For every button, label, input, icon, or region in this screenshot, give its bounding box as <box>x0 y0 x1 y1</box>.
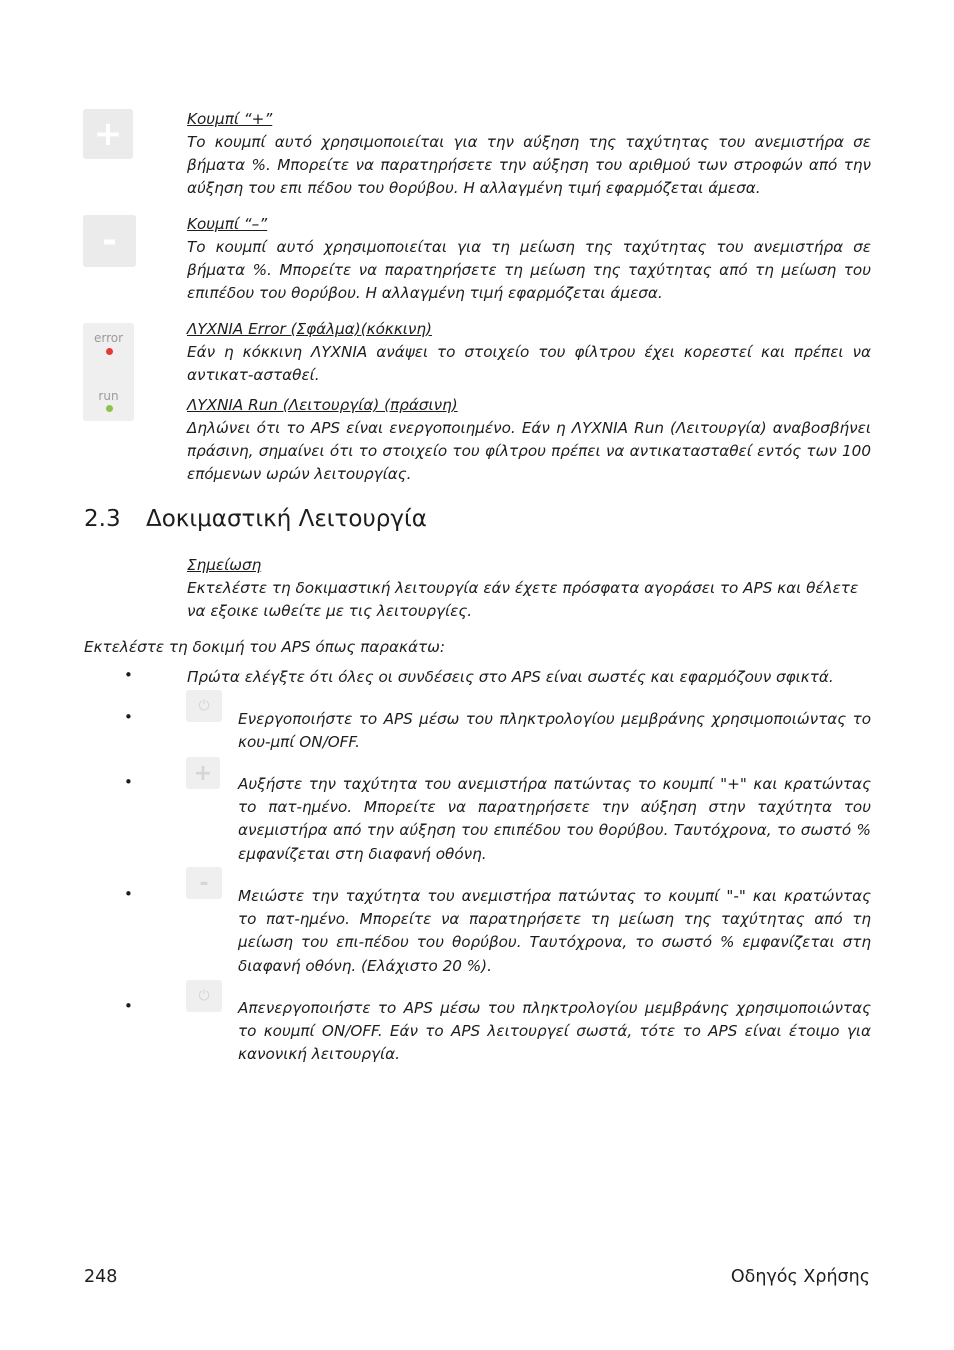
test-intro: Εκτελέστε τη δοκιμή του APS όπως παρακάτω: <box>84 638 445 656</box>
step-3-icon <box>186 757 220 789</box>
minus-button-icon <box>83 215 136 267</box>
error-led-body: Εάν η κόκκινη ΛΥΧΝΙΑ ανάψει το στοιχείο του φίλτρου έχει κορεστεί και πρέπει να αντικατ-ασταθεί. <box>187 343 871 385</box>
step-5-text: Απενεργοποιήστε το APS μέσω του πληκτρολογίου μεμβράνης χρησιμοποιώντας το κουμπί ON/OFF. Εάν το APS λειτουργεί σωστά, τότε το APS είναι έτοιμο για κανονική λειτουργία. <box>238 999 871 1064</box>
minus-section-body: Το κουμπί αυτό χρησιμοποιείται για τη μείωση της ταχύτητας του ανεμιστήρα σε βήματα %. Μπορείτε να παρατηρήσετε τη μείωση της ταχύτητας από τη μείωση του επιπέδου του θορύβου. Η αλλαγμένη τιμή εφαρμόζεται άμεσα. <box>187 238 871 303</box>
note-body: Εκτελέστε τη δοκιμαστική λειτουργία εάν έχετε πρόσφατα αγοράσει το APS και θέλετε να εξοικε ιωθείτε με τις λειτουργίες. <box>187 579 859 621</box>
minus-icon: - <box>102 220 117 261</box>
step-2-icon <box>186 690 222 722</box>
step-5-icon <box>186 980 222 1012</box>
error-led-title: ΛΥΧΝΙΑ Error (Σφάλμα)(κόκκινη) <box>187 320 432 338</box>
error-led-dot <box>106 348 113 355</box>
section-title: Δοκιμαστική Λειτουργία <box>146 506 427 532</box>
error-led-label: error <box>93 331 124 345</box>
step-2-bullet: • <box>124 708 133 726</box>
step-5-bullet: • <box>124 997 133 1015</box>
page-number: 248 <box>84 1267 118 1287</box>
step-4-text: Μειώστε την ταχύτητα του ανεμιστήρα πατώντας το κουμπί "-" και κρατώντας το πατ-ημένο. Μπορείτε να παρατηρήσετε τη μείωση της ταχύτητας από τη μείωση του επι-πέδου του θορύβου. Ταυτόχρονα, το σωστό % εμφανίζεται στη διαφανή οθόνη. (Ελάχιστο 20 %). <box>238 887 871 975</box>
led-panel <box>83 323 134 421</box>
minus-section-title: Κουμπί “–” <box>187 215 268 233</box>
power-icon: ⏻ <box>198 698 210 714</box>
power-icon: ⏻ <box>198 988 210 1004</box>
step-4-icon <box>186 867 222 899</box>
manual-title: Οδηγός Χρήσης <box>730 1267 870 1287</box>
step-2-text: Ενεργοποιήστε το APS μέσω του πληκτρολογίου μεμβράνης χρησιμοποιώντας το κου-μπί ON/OFF. <box>238 710 871 752</box>
plus-section-body: Το κουμπί αυτό χρησιμοποιείται για την αύξηση της ταχύτητας του ανεμιστήρα σε βήματα %. Μπορείτε να παρατηρήσετε την αύξηση του αριθμού των στροφών από την αύξηση του επι πέδου του θορύβου. Η αλλαγμένη τιμή εφαρμόζεται άμεσα. <box>187 133 871 198</box>
plus-button-icon <box>83 109 133 159</box>
run-led-label: run <box>98 389 119 403</box>
step-1-text: Πρώτα ελέγξτε ότι όλες οι συνδέσεις στο APS είναι σωστές και εφαρμόζουν σφικτά. <box>187 668 834 686</box>
plus-section-title: Κουμπί “+” <box>187 110 273 128</box>
step-4-bullet: • <box>124 885 133 903</box>
section-number: 2.3 <box>84 506 121 532</box>
run-led-body: Δηλώνει ότι το APS είναι ενεργοποιημένο. Εάν η ΛΥΧΝΙΑ Run (Λειτουργία) αναβοσβήνει πράσινη, σημαίνει ότι το στοιχείο του φίλτρου πρέπει να αντικατασταθεί εντός των 100 επόμενων ωρών λειτουργίας. <box>187 419 871 484</box>
section-heading <box>84 506 427 532</box>
minus-icon: - <box>199 870 209 896</box>
plus-icon: + <box>193 760 213 786</box>
step-3-bullet: • <box>124 773 133 791</box>
run-led-dot <box>106 405 113 412</box>
run-led-title: ΛΥΧΝΙΑ Run (Λειτουργία) (πράσινη) <box>187 396 458 414</box>
note-title: Σημείωση <box>187 556 262 574</box>
plus-icon: + <box>93 114 123 154</box>
step-3-text: Αυξήστε την ταχύτητα του ανεμιστήρα πατώντας το κουμπί "+" και κρατώντας το πατ-ημένο. Μπορείτε να παρατηρήσετε την αύξηση στην ταχύτητα του ανεμιστήρα από την αύξηση του επιπέδου του θορύβου. Ταυτόχρονα, το σωστό % εμφανίζεται στη διαφανή οθόνη. <box>238 775 871 863</box>
step-1-bullet: • <box>124 666 133 684</box>
